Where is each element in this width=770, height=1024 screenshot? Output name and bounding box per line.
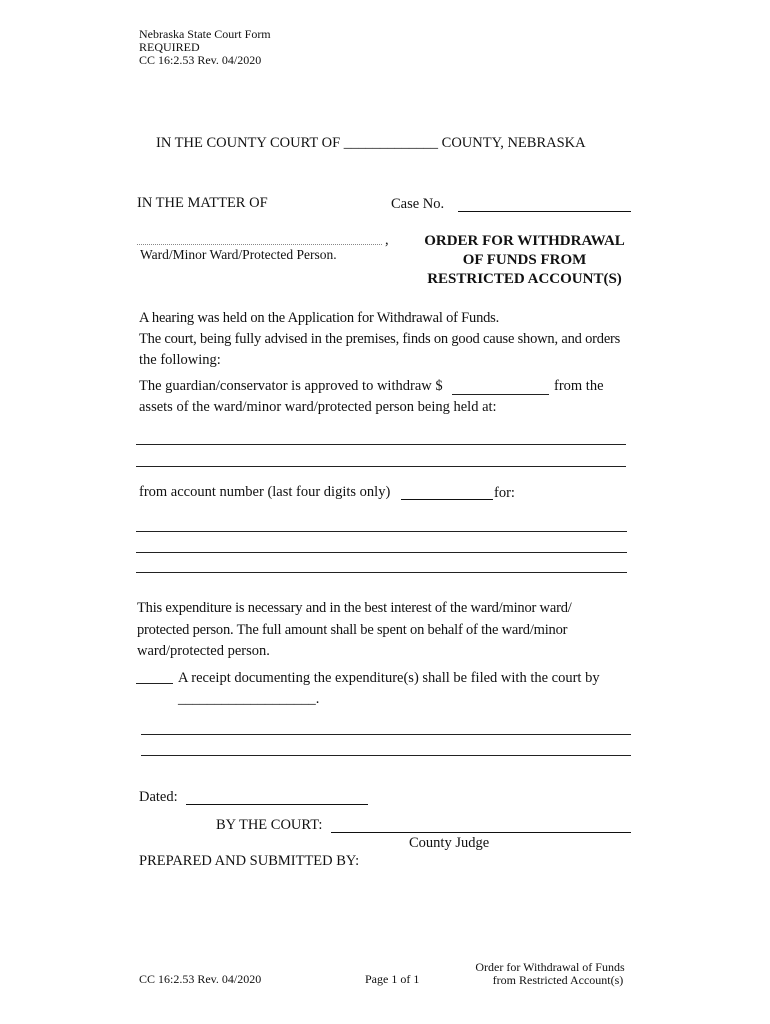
order-title-line1: ORDER FOR WITHDRAWAL [424, 233, 625, 249]
purpose-line-3[interactable] [136, 572, 627, 573]
ward-name-field[interactable] [137, 244, 382, 245]
judge-signature-field[interactable] [331, 832, 631, 833]
findings-line1: The court, being fully advised in the premises, finds on good cause shown, and orders [139, 331, 621, 347]
judge-caption: County Judge [409, 835, 490, 851]
purpose-line-1[interactable] [136, 531, 627, 532]
matter-comma: , [385, 232, 389, 248]
additional-line-1[interactable] [141, 734, 631, 735]
withdraw-statement-end: from the [554, 378, 604, 394]
hearing-statement: A hearing was held on the Application for Withdrawal of Funds. [139, 310, 500, 326]
withdraw-statement: The guardian/conservator is approved to withdraw $ [139, 378, 443, 394]
receipt-statement: A receipt documenting the expenditure(s) shall be filed with the court by [178, 670, 600, 686]
purpose-label: for: [494, 485, 515, 501]
institution-line-2[interactable] [136, 466, 626, 467]
footer-title-line2: from Restricted Account(s) [492, 973, 624, 987]
footer-form-code: CC 16:2.53 Rev. 04/2020 [139, 972, 262, 986]
matter-label: IN THE MATTER OF [137, 195, 268, 211]
footer-title-line1: Order for Withdrawal of Funds [475, 960, 625, 974]
case-number-label: Case No. [391, 196, 445, 212]
form-name: Nebraska State Court Form [139, 27, 271, 41]
receipt-date-blank[interactable]: ___________________. [178, 691, 320, 707]
assets-statement: assets of the ward/minor ward/protected person being held at: [139, 399, 497, 415]
footer-page-number: Page 1 of 1 [365, 972, 420, 986]
necessity-line3: ward/protected person. [137, 643, 270, 659]
required-label: REQUIRED [139, 40, 200, 54]
court-heading: IN THE COUNTY COURT OF _____________ COUNTY, NEBRASKA [156, 135, 586, 151]
findings-line2: the following: [139, 352, 221, 368]
purpose-line-2[interactable] [136, 552, 627, 553]
necessity-line2: protected person. The full amount shall be spent on behalf of the ward/minor [137, 622, 568, 638]
institution-line-1[interactable] [136, 444, 626, 445]
receipt-checkbox-line[interactable] [136, 683, 173, 684]
ward-caption: Ward/Minor Ward/Protected Person. [140, 247, 337, 262]
account-number-field[interactable] [401, 499, 493, 500]
necessity-line1: This expenditure is necessary and in the best interest of the ward/minor ward/ [137, 600, 572, 616]
case-number-field[interactable] [458, 211, 631, 212]
additional-line-2[interactable] [141, 755, 631, 756]
order-title-line3: RESTRICTED ACCOUNT(S) [427, 271, 622, 287]
account-number-label: from account number (last four digits only) [139, 484, 391, 500]
by-court-label: BY THE COURT: [216, 817, 323, 833]
form-code: CC 16:2.53 Rev. 04/2020 [139, 53, 262, 67]
prepared-by-label: PREPARED AND SUBMITTED BY: [139, 853, 360, 869]
amount-field[interactable] [452, 394, 549, 395]
dated-label: Dated: [139, 789, 178, 805]
dated-field[interactable] [186, 804, 368, 805]
order-title-line2: OF FUNDS FROM [462, 252, 587, 268]
